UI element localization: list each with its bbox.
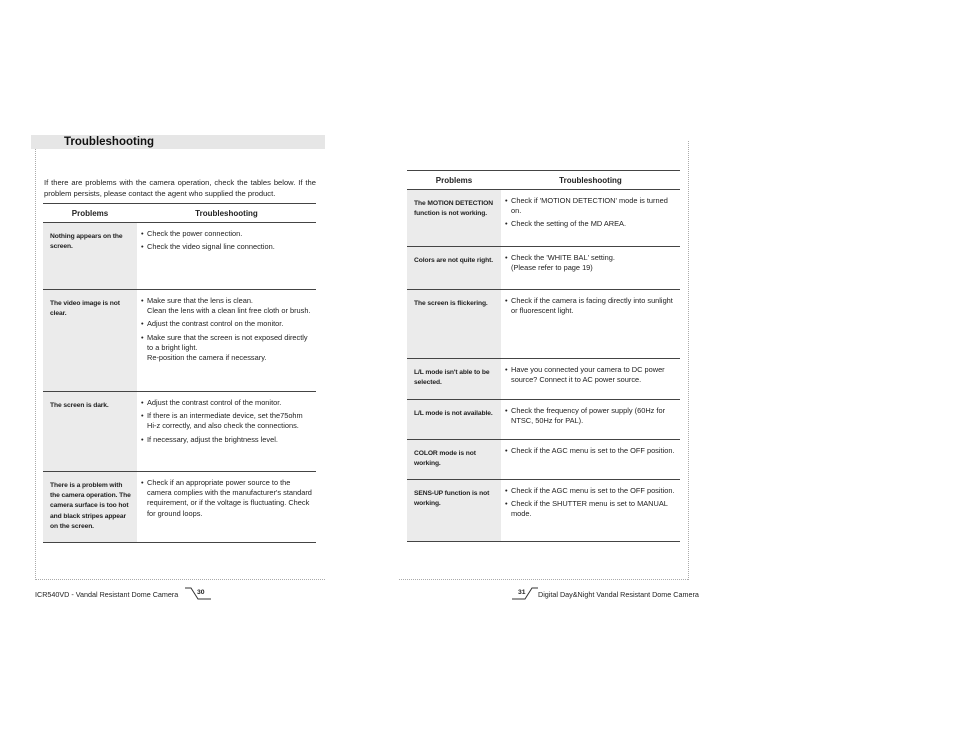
solution-text: Check if the camera is facing directly into sunlight or fluorescent light.	[511, 296, 673, 316]
solution-item	[505, 219, 676, 229]
solution-text: Check if the SHUTTER menu is set to MANUAL mode.	[511, 499, 668, 519]
solution-cell	[137, 392, 316, 472]
right-margin-rule	[688, 141, 689, 580]
footer-title: Digital Day&Night Vandal Resistant Dome Camera	[538, 590, 699, 599]
right-page	[414, 0, 954, 738]
solution-text: Adjust the contrast control of the monitor.	[147, 398, 282, 407]
solution-continuation: (Please refer to page 19)	[511, 263, 593, 273]
solution-list	[505, 253, 676, 273]
table-row	[43, 290, 316, 392]
solution-item	[505, 253, 676, 273]
solution-cell	[501, 247, 680, 290]
intro-paragraph: If there are problems with the camera operation, check the tables below. If the problem persists, please contact the agent who supplied the product.	[44, 177, 316, 198]
solution-text: Make sure that the screen is not exposed directly to a bright light.	[147, 332, 308, 352]
solution-text: Check if 'MOTION DETECTION' mode is turned on.	[511, 196, 668, 216]
solution-cell	[501, 480, 680, 542]
table-row	[43, 472, 316, 543]
right-bottom-rule	[399, 579, 688, 580]
problem-cell: There is a problem with the camera operation. The camera surface is too hot and black stripes appear on the screen.	[43, 472, 137, 543]
solution-list	[141, 478, 312, 519]
solution-item	[141, 229, 312, 239]
table-row	[407, 247, 680, 290]
table-row	[407, 400, 680, 440]
table-row	[407, 190, 680, 247]
problem-cell: The screen is dark.	[43, 392, 137, 472]
problem-cell: The MOTION DETECTION function is not working.	[407, 190, 501, 247]
table-row	[407, 359, 680, 400]
problem-cell: L/L mode isn't able to be selected.	[407, 359, 501, 400]
problem-cell: Nothing appears on the screen.	[43, 223, 137, 290]
solution-cell	[137, 472, 316, 543]
solution-item	[141, 319, 312, 329]
left-bottom-rule	[35, 579, 325, 580]
page-tab-shape	[512, 587, 538, 601]
problem-cell: COLOR mode is not working.	[407, 440, 501, 480]
solution-text: Have you connected your camera to DC power source? Connect it to AC power source.	[511, 365, 665, 385]
solution-list	[141, 398, 312, 445]
troubleshooting-table-left	[43, 203, 316, 543]
col-header-troubleshooting: Troubleshooting	[137, 204, 316, 223]
solution-item	[505, 406, 676, 426]
table-row	[407, 480, 680, 542]
solution-cell	[501, 290, 680, 359]
solution-item	[141, 478, 312, 519]
col-header-troubleshooting: Troubleshooting	[501, 171, 680, 190]
solution-list	[141, 229, 312, 252]
solution-text: If necessary, adjust the brightness level.	[147, 434, 278, 444]
solution-cell	[501, 190, 680, 247]
table-row	[43, 392, 316, 472]
solution-list	[141, 296, 312, 363]
problem-cell: Colors are not quite right.	[407, 247, 501, 290]
solution-cell	[501, 440, 680, 480]
problem-cell: SENS-UP function is not working.	[407, 480, 501, 542]
section-title: Troubleshooting	[64, 136, 155, 148]
solution-text: Check if an appropriate power source to the camera complies with the manufacturer's standard requirement, or if the voltage is fluctuating. Check for ground loops.	[147, 478, 312, 518]
solution-continuation: Clean the lens with a clean lint free cloth or brush.	[147, 306, 311, 316]
solution-text: Check the frequency of power supply (60Hz for NTSC, 50Hz for PAL).	[511, 406, 666, 426]
solution-list	[505, 365, 676, 385]
solution-item	[141, 435, 312, 445]
solution-cell	[501, 359, 680, 400]
solution-text: Make sure that the lens is clean.	[147, 296, 253, 305]
solution-cell	[501, 400, 680, 440]
col-header-problems: Problems	[407, 171, 501, 190]
solution-list	[505, 406, 676, 426]
solution-cell	[137, 223, 316, 290]
solution-text: Check the video signal line connection.	[147, 242, 275, 252]
solution-list	[505, 446, 676, 456]
col-header-problems: Problems	[43, 204, 137, 223]
solution-item	[505, 486, 676, 496]
solution-text: Adjust the contrast control on the monitor.	[147, 319, 284, 329]
solution-list	[505, 296, 676, 316]
solution-text: Check if the AGC menu is set to the OFF position.	[511, 486, 675, 495]
solution-item	[505, 499, 676, 519]
solution-text: Check the 'WHITE BAL' setting.	[511, 253, 615, 262]
solution-list	[505, 196, 676, 230]
solution-item	[141, 333, 312, 364]
solution-text: Check the setting of the MD AREA.	[511, 219, 627, 229]
solution-item	[505, 446, 676, 456]
solution-list	[505, 486, 676, 520]
troubleshooting-table-right	[407, 170, 680, 542]
solution-continuation: Re-position the camera if necessary.	[147, 353, 267, 363]
solution-item	[141, 296, 312, 316]
problem-cell: L/L mode is not available.	[407, 400, 501, 440]
footer-title: ICR540VD - Vandal Resistant Dome Camera	[35, 590, 179, 599]
section-header-bar	[31, 135, 325, 149]
page-number: 31	[518, 589, 526, 596]
table-row	[407, 440, 680, 480]
table-row	[407, 290, 680, 359]
solution-text: Check if the AGC menu is set to the OFF position.	[511, 446, 675, 455]
solution-cell	[137, 290, 316, 392]
solution-item	[141, 411, 312, 431]
page-number: 30	[197, 589, 205, 596]
solution-item	[505, 196, 676, 216]
solution-item	[505, 365, 676, 385]
solution-item	[505, 296, 676, 316]
left-margin-rule	[35, 148, 36, 580]
problem-cell: The video image is not clear.	[43, 290, 137, 392]
solution-text: Check the power connection.	[147, 229, 243, 238]
solution-item	[141, 398, 312, 408]
table-row	[43, 223, 316, 290]
solution-text: If there is an intermediate device, set the75ohm Hi-z correctly, and also check the connections.	[147, 411, 303, 431]
problem-cell: The screen is flickering.	[407, 290, 501, 359]
solution-item	[141, 242, 312, 252]
